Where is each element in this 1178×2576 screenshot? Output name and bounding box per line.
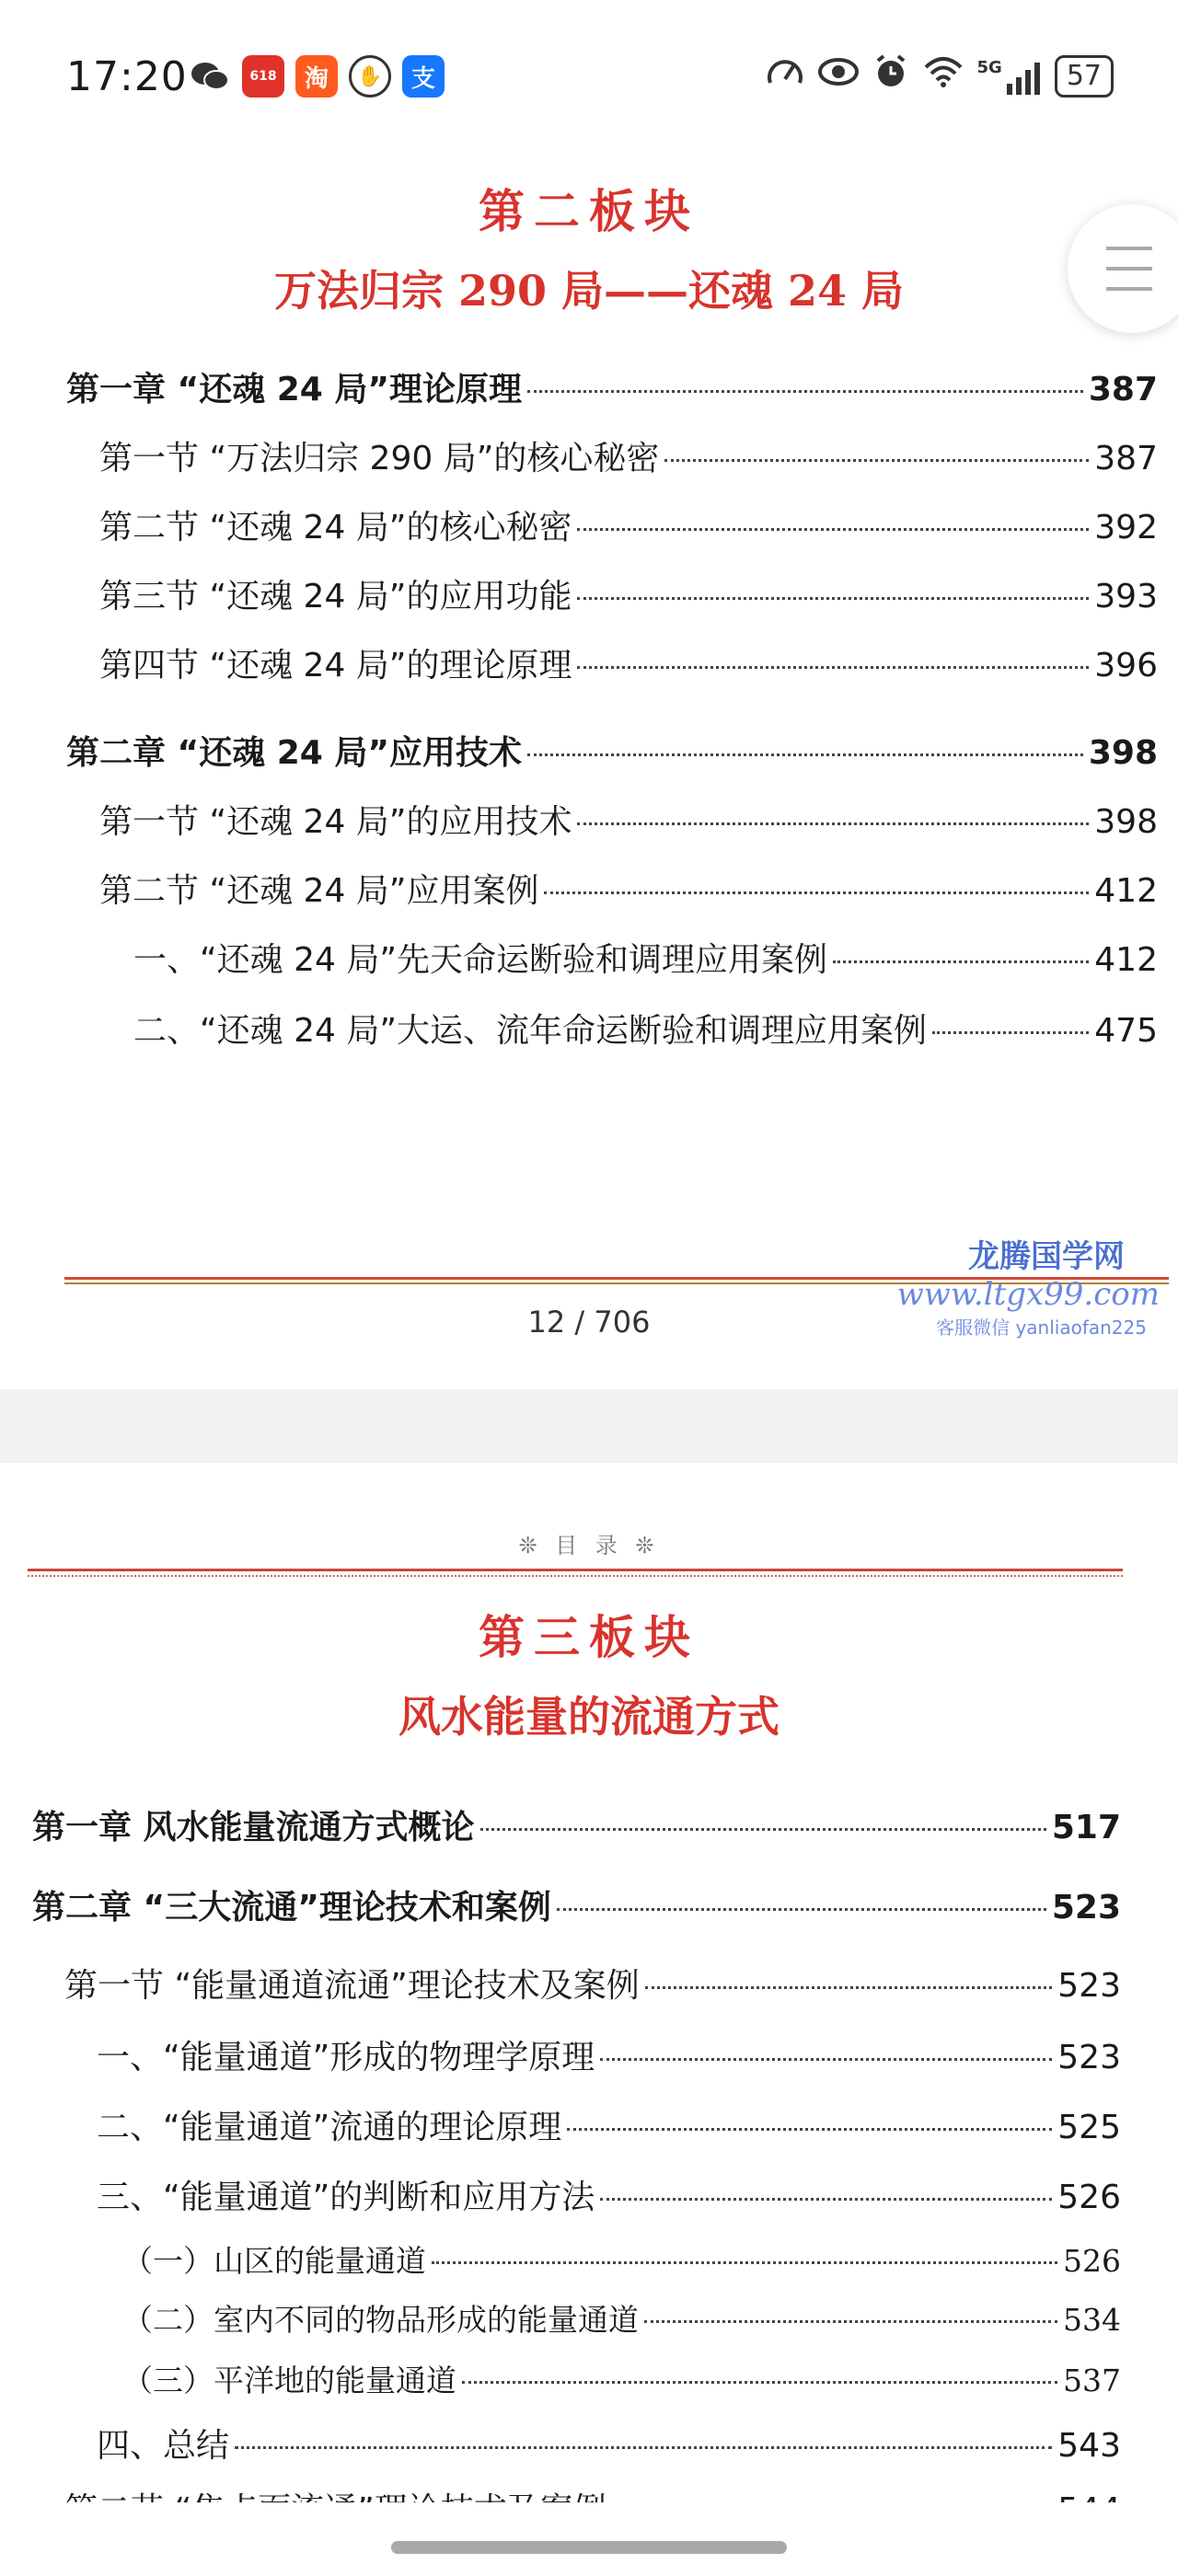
eye-icon — [817, 56, 860, 96]
toc-entry[interactable] — [99, 501, 1158, 548]
app-618-icon: 618 — [242, 55, 284, 98]
toc-leader-dots — [527, 390, 1083, 393]
toc-entry[interactable] — [32, 1801, 1121, 1848]
gesture-icon: ✋ — [349, 55, 391, 98]
toc-leader-dots — [235, 2446, 1052, 2449]
toc-entry[interactable] — [97, 2171, 1121, 2218]
toc-entry[interactable] — [99, 796, 1158, 843]
battery-indicator: 57 — [1055, 55, 1114, 98]
toc-page-number: 526 — [1057, 2179, 1121, 2216]
toc-entry-title: （一）山区的能量通道 — [122, 2243, 426, 2279]
toc-page-number: 523 — [1051, 1889, 1121, 1926]
toc-entry-title: （二）室内不同的物品形成的能量通道 — [122, 2302, 639, 2338]
toc-entry-title: 第二章 “还魂 24 局”应用技术 — [66, 734, 523, 772]
toc-leader-dots — [833, 960, 1089, 963]
toc-entry-title: 第三节 “还魂 24 局”的应用功能 — [99, 578, 572, 615]
status-bar — [0, 0, 1178, 156]
toc-entry[interactable] — [99, 639, 1158, 686]
toc-entry[interactable] — [122, 2237, 1121, 2281]
toc-entry-title: 第一章 风水能量流通方式概论 — [32, 1809, 475, 1846]
toc-entry-title: 第二节 “还魂 24 局”应用案例 — [99, 872, 539, 910]
status-time: 17:20 — [66, 53, 188, 100]
toc-entry[interactable] — [133, 1005, 1158, 1052]
page-indicator: 12 / 706 — [527, 1305, 651, 1340]
toc-leader-dots — [432, 2261, 1057, 2264]
toc-entry-title: 一、“能量通道”形成的物理学原理 — [97, 2039, 595, 2076]
toc-entry-title: 第四节 “还魂 24 局”的理论原理 — [99, 647, 572, 684]
wechat-icon — [189, 55, 231, 98]
toc-page-number: 387 — [1088, 371, 1158, 408]
watermark-url: www.ltgx99.com — [896, 1276, 1160, 1313]
toc-page-number: 412 — [1094, 941, 1158, 979]
page-separator — [0, 1389, 1178, 1463]
block-subtitle: 风水能量的流通方式 — [398, 1692, 780, 1742]
toc-leader-dots — [557, 1908, 1046, 1911]
toc-page-number: 387 — [1094, 440, 1158, 477]
toc-page-number: 525 — [1057, 2109, 1121, 2146]
toc-page-number: 412 — [1094, 872, 1158, 910]
toc-page-number: 523 — [1057, 2039, 1121, 2076]
toc-leader-dots — [527, 753, 1083, 756]
contents-header: ❊ 目 录 ❊ — [518, 1533, 660, 1558]
toc-page-number: 392 — [1094, 509, 1158, 546]
toc-page-number: 534 — [1063, 2302, 1121, 2338]
toc-leader-dots — [664, 459, 1089, 462]
notification-icons — [189, 55, 445, 98]
block-title: 第三板块 — [479, 1610, 699, 1664]
toc-entry-title: 第二节 “还魂 24 局”的核心秘密 — [99, 509, 572, 546]
toc-entry[interactable] — [97, 2420, 1121, 2467]
taobao-icon: 淘 — [295, 55, 338, 98]
toc-leader-dots — [577, 666, 1089, 669]
speedometer-icon — [766, 53, 804, 98]
toc-leader-dots — [600, 2058, 1052, 2061]
alarm-icon — [872, 53, 909, 98]
toc-entry-title: 第一节 “能量通道流通”理论技术及案例 — [64, 1967, 640, 2005]
wifi-icon — [922, 54, 964, 98]
toc-entry-title: 第二章 “三大流通”理论技术和案例 — [32, 1889, 551, 1926]
toc-entry[interactable] — [99, 432, 1158, 479]
toc-page-number: 393 — [1094, 578, 1158, 615]
toc-entry[interactable] — [32, 1881, 1121, 1928]
toc-entry-title: 三、“能量通道”的判断和应用方法 — [97, 2179, 595, 2216]
toc-page-number: 523 — [1057, 1967, 1121, 2005]
toc-leader-dots — [567, 2128, 1052, 2131]
toc-entry-title: 第一节 “还魂 24 局”的应用技术 — [99, 803, 572, 841]
header-divider — [28, 1569, 1123, 1576]
toc-leader-dots — [645, 1986, 1053, 1989]
toc-leader-dots — [577, 597, 1089, 600]
toc-entry-title: 二、“还魂 24 局”大运、流年命运断验和调理应用案例 — [133, 1012, 927, 1050]
system-icons — [766, 53, 1114, 98]
toc-page-number: 526 — [1063, 2243, 1121, 2279]
toc-leader-dots — [544, 891, 1089, 894]
watermark-site-name: 龙腾国学网 — [968, 1238, 1125, 1275]
toc-page-number: 475 — [1094, 1012, 1158, 1050]
toc-leader-dots — [644, 2320, 1057, 2323]
document-page-13 — [0, 1463, 1178, 2502]
toc-leader-dots — [480, 1828, 1046, 1831]
home-indicator[interactable] — [391, 2541, 787, 2554]
block-title: 第二板块 — [479, 184, 699, 238]
toc-entry-title: 第一节 “万法归宗 290 局”的核心秘密 — [99, 440, 660, 477]
toc-leader-dots — [577, 528, 1089, 531]
toc-entry[interactable] — [66, 727, 1158, 774]
block-subtitle: 万法归宗 290 局——还魂 24 局 — [273, 266, 905, 316]
toc-page-number: 543 — [1057, 2427, 1121, 2465]
toc-leader-dots — [932, 1031, 1089, 1034]
toc-entry[interactable] — [122, 2296, 1121, 2340]
toc-entry-title: 第一章 “还魂 24 局”理论原理 — [66, 371, 523, 408]
toc-page-number: 537 — [1063, 2363, 1121, 2398]
toc-entry[interactable] — [99, 865, 1158, 912]
watermark-contact: 客服微信 yanliaofan225 — [936, 1317, 1147, 1339]
toc-entry[interactable] — [97, 2101, 1121, 2148]
toc-entry[interactable] — [97, 2031, 1121, 2078]
toc-entry[interactable] — [133, 934, 1158, 981]
document-page-12 — [0, 156, 1178, 1389]
toc-leader-dots — [462, 2381, 1057, 2384]
alipay-icon: 支 — [402, 55, 445, 98]
toc-entry[interactable] — [99, 570, 1158, 617]
toc-page-number: 517 — [1051, 1809, 1121, 1846]
toc-entry-title: 四、总结 — [97, 2427, 230, 2465]
toc-leader-dots — [600, 2198, 1052, 2201]
gesture-navigation-bar — [0, 2502, 1178, 2576]
signal-icon: 5G — [977, 58, 1042, 95]
toc-entry[interactable] — [66, 363, 1158, 410]
toc-page-number: 398 — [1088, 734, 1158, 772]
toc-page-number: 396 — [1094, 647, 1158, 684]
toc-entry[interactable] — [122, 2357, 1121, 2400]
toc-entry-title: 二、“能量通道”流通的理论原理 — [97, 2109, 562, 2146]
toc-entry[interactable] — [64, 1960, 1121, 2007]
toc-entry-title: 一、“还魂 24 局”先天命运断验和调理应用案例 — [133, 941, 827, 979]
toc-page-number: 398 — [1094, 803, 1158, 841]
toc-leader-dots — [577, 822, 1089, 825]
toc-entry-title: （三）平洋地的能量通道 — [122, 2363, 456, 2398]
